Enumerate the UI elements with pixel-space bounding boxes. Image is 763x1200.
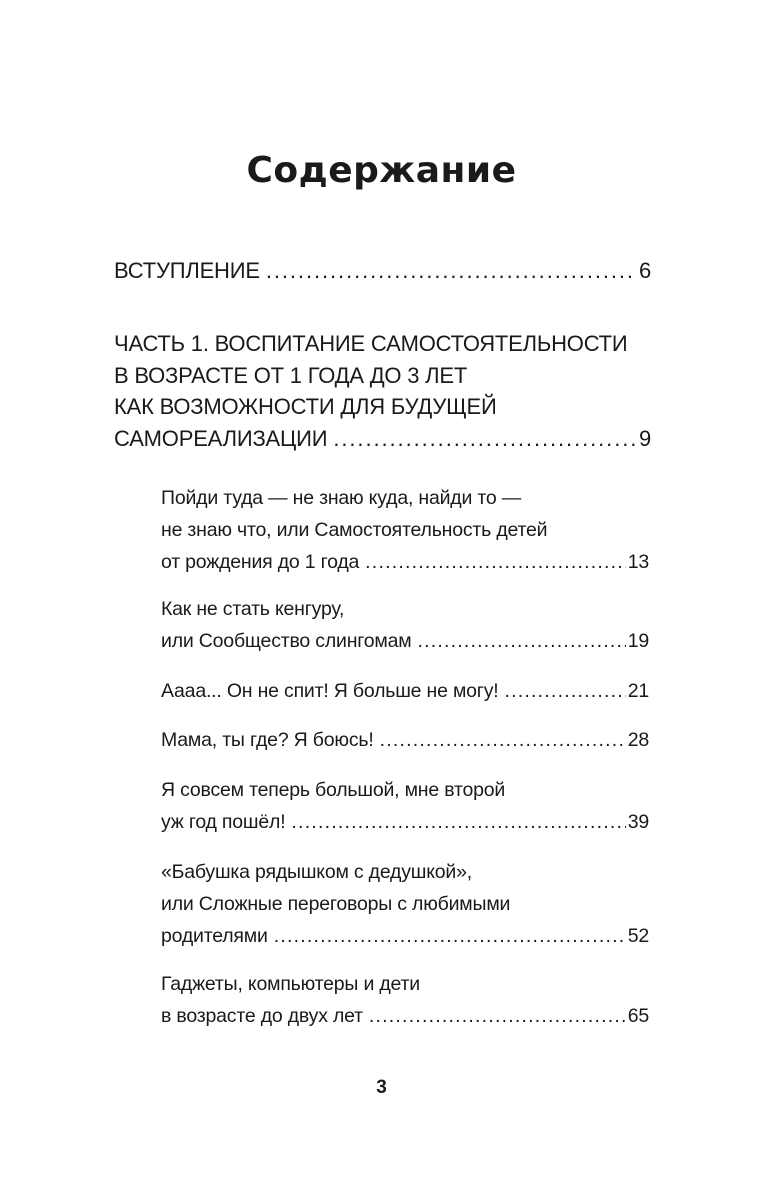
toc-entry-line (161, 806, 649, 838)
toc-entry-text: САМОРЕАЛИЗАЦИИ (114, 425, 328, 451)
page-number: 3 (376, 1077, 387, 1098)
dot-leader (504, 675, 625, 707)
toc-entry-text: ВСТУПЛЕНИЕ (114, 258, 260, 283)
toc-page-number: 6 (638, 258, 651, 283)
toc-entry (114, 328, 651, 454)
toc-page-number: 39 (627, 811, 649, 833)
toc-entry-text: или Сообщество слингомам (161, 630, 412, 652)
dot-leader (274, 920, 626, 952)
toc-entry-line (161, 1000, 649, 1032)
toc-entry-text: Как не стать кенгуру, (161, 598, 345, 620)
toc-entry-line (161, 546, 649, 578)
page-title: Содержание (246, 150, 517, 191)
toc-entry (161, 724, 649, 756)
toc-page-number: 21 (627, 680, 649, 702)
toc-entry-text: Я совсем теперь большой, мне второй (161, 779, 506, 801)
toc-entry-text: КАК ВОЗМОЖНОСТИ ДЛЯ БУДУЩЕЙ (114, 394, 497, 419)
dot-leader (333, 423, 637, 455)
toc-entry-line (161, 920, 649, 952)
toc-entry-line (114, 391, 651, 423)
toc-entry-text: «Бабушка рядышком с дедушкой», (161, 861, 472, 883)
toc-entry-text: в возрасте до двух лет (161, 1005, 363, 1027)
toc-entry-text: Гаджеты, компьютеры и дети (161, 973, 420, 995)
toc-entry-line (114, 423, 651, 455)
toc-entry (161, 968, 649, 1032)
dot-leader (380, 724, 626, 756)
toc-page-number: 19 (627, 630, 649, 652)
toc-page-number: 65 (627, 1005, 649, 1027)
toc-entry-text: не знаю что, или Самостоятельность детей (161, 519, 548, 541)
toc-entry-line (161, 625, 649, 657)
toc-entry-line (161, 774, 649, 806)
toc-entry-text: Мама, ты где? Я боюсь! (161, 729, 374, 751)
toc-entry (114, 255, 651, 287)
toc-entry-line (114, 328, 651, 360)
toc-entry (161, 675, 649, 707)
toc-entry-text: ЧАСТЬ 1. ВОСПИТАНИЕ САМОСТОЯТЕЛЬНОСТИ (114, 331, 628, 356)
toc-entry-text: уж год пошёл! (161, 811, 286, 833)
toc-entry-line (161, 724, 649, 756)
toc-page-number: 28 (627, 729, 649, 751)
toc-entry-text: родителями (161, 925, 268, 947)
toc-page-number: 9 (638, 425, 651, 451)
dot-leader (369, 1000, 626, 1032)
toc-entry-text: от рождения до 1 года (161, 551, 360, 573)
dot-leader (266, 255, 637, 287)
toc-entry (161, 482, 649, 578)
dot-leader (417, 625, 625, 657)
toc-entry (161, 856, 649, 952)
toc-page-number: 13 (627, 551, 649, 573)
toc-entry-line (161, 482, 649, 514)
toc-entry-line (161, 675, 649, 707)
toc-entry (161, 593, 649, 657)
toc-entry-text: Пойди туда — не знаю куда, найди то — (161, 487, 522, 509)
toc-entry-line (161, 856, 649, 888)
toc-entry-line (161, 968, 649, 1000)
toc-entry-line (114, 360, 651, 392)
toc-entry-line (161, 888, 649, 920)
toc-entry-text: или Сложные переговоры с любимыми (161, 893, 511, 915)
toc-entry-line (114, 255, 651, 287)
dot-leader (291, 806, 625, 838)
toc-entry-text: Аааа... Он не спит! Я больше не могу! (161, 680, 499, 702)
toc-entry-text: В ВОЗРАСТЕ ОТ 1 ГОДА ДО 3 ЛЕТ (114, 362, 468, 388)
toc-entry (161, 774, 649, 838)
toc-entry-line (161, 593, 649, 625)
toc-entry-line (161, 514, 649, 546)
dot-leader (365, 546, 626, 578)
toc-page-number: 52 (627, 925, 649, 947)
